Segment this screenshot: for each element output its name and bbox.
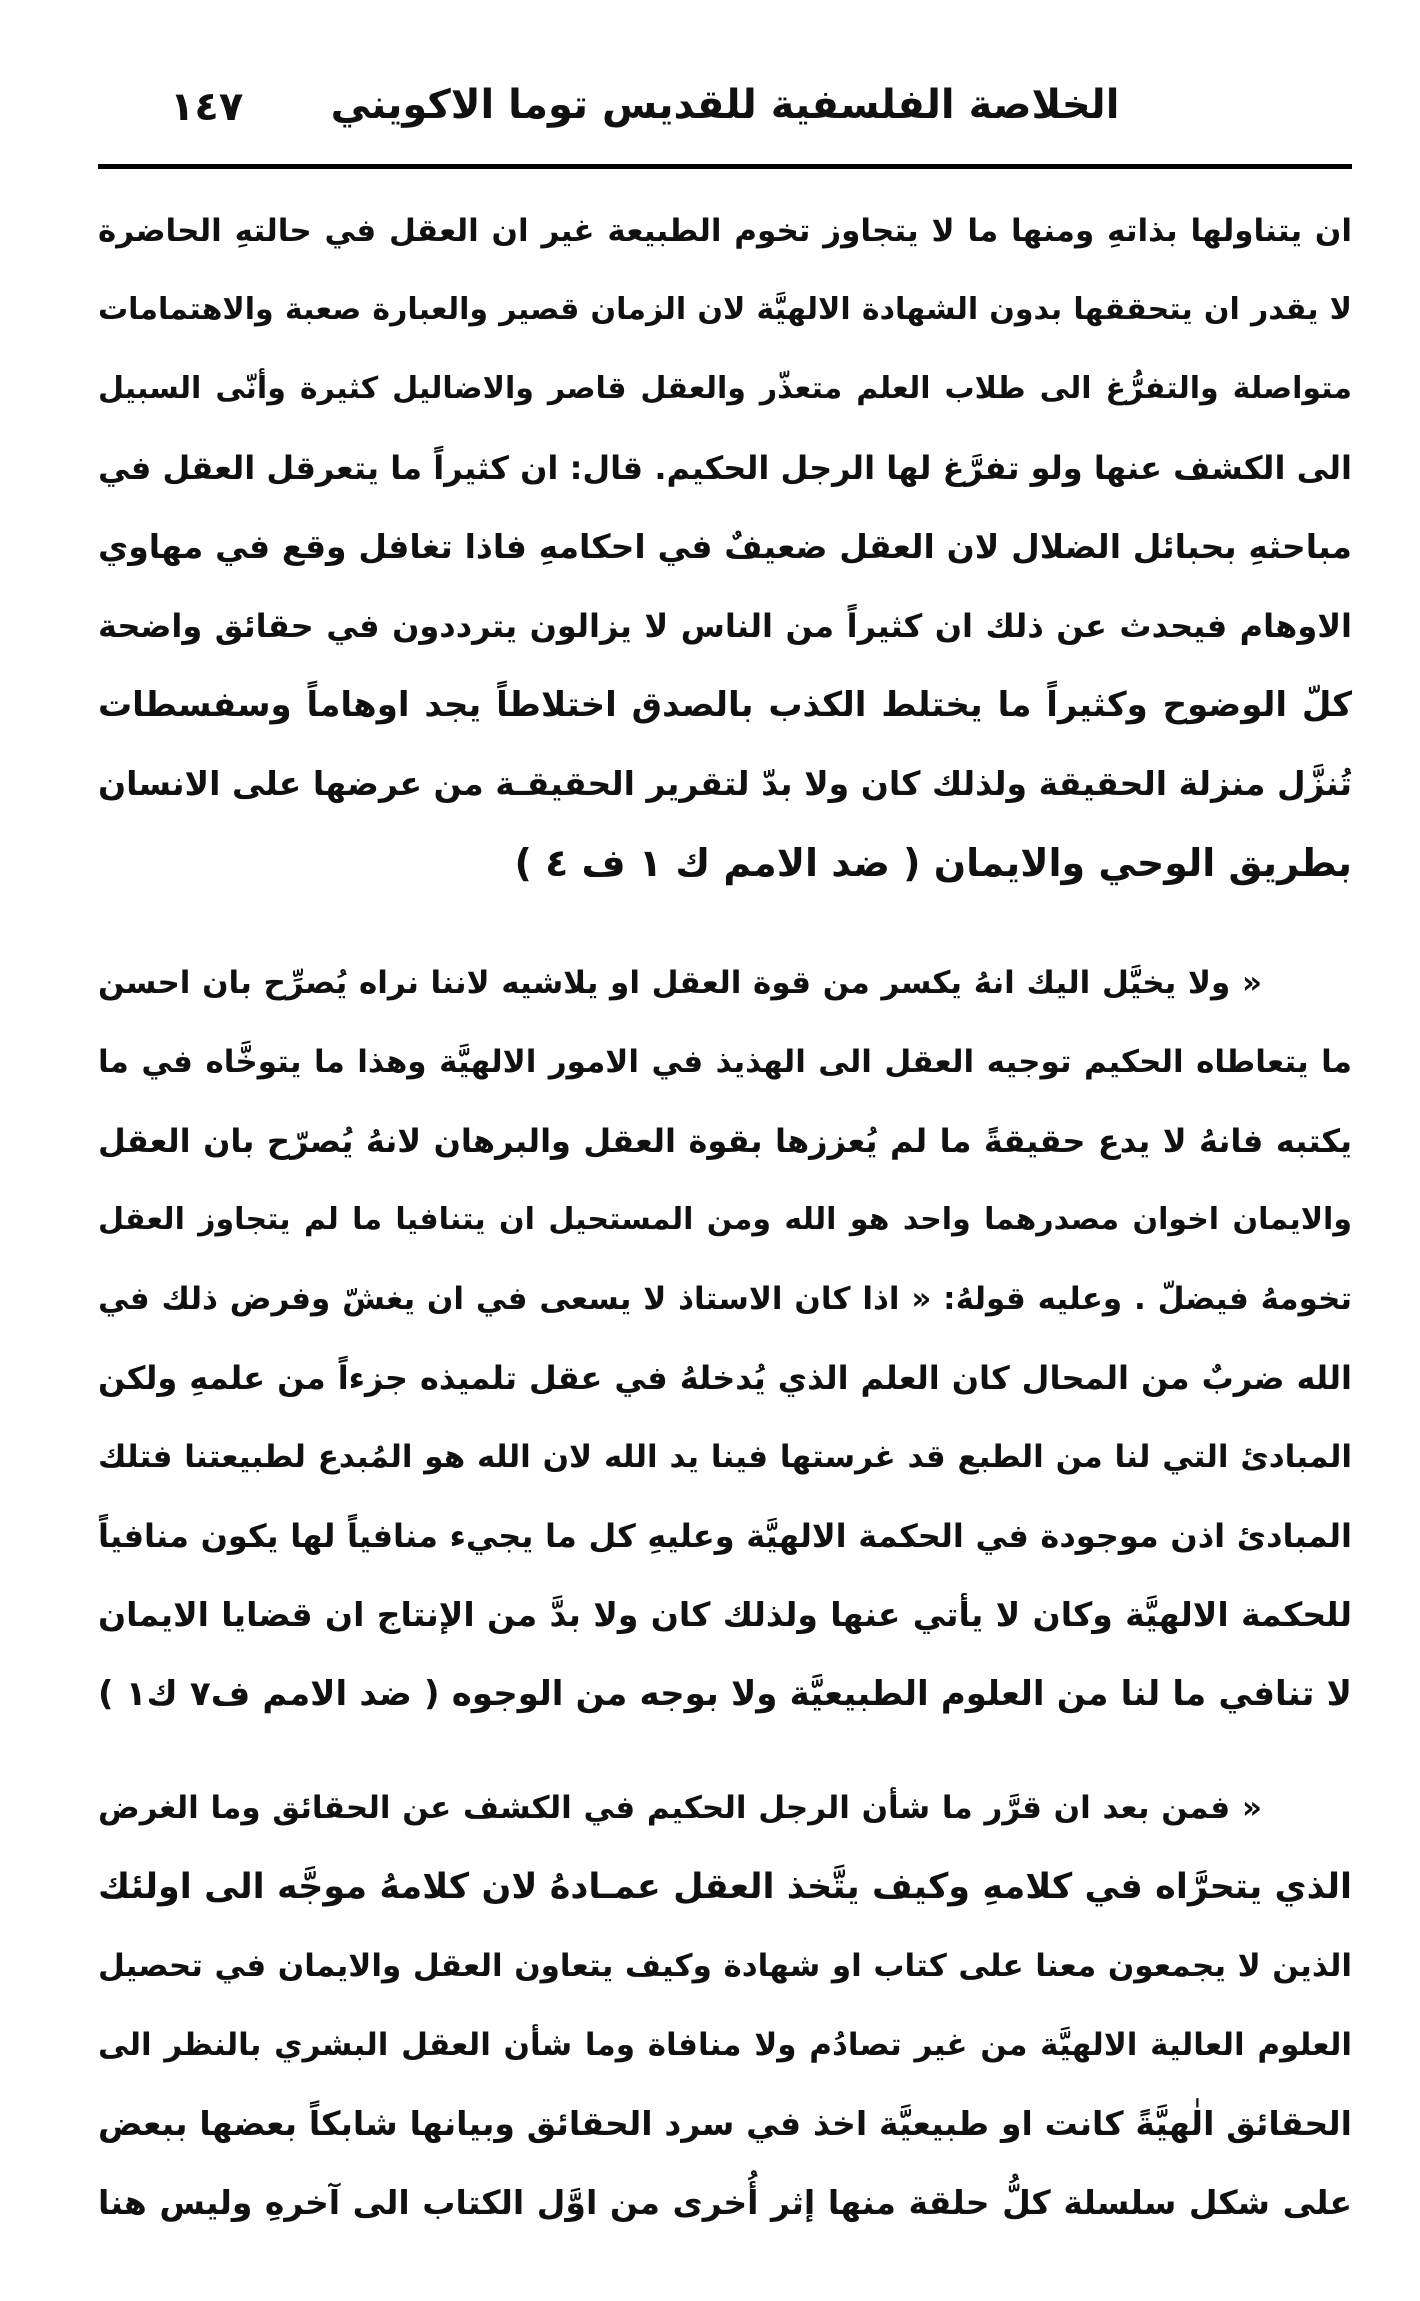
text-line: الاوهام فيحدث عن ذلك ان كثيراً من الناس لا يزالون يترددون في حقائق واضحة	[98, 607, 1352, 645]
text-line: كلّ الوضوح وكثيراً ما يختلط الكذب بالصدق اختلاطاً يجد اوهاماً وسفسطات	[98, 685, 1352, 725]
text-line: « ولا يخيَّل اليك انهُ يكسر من قوة العقل او يلاشيه لاننا نراه يُصرِّح بان احسن	[98, 965, 1262, 1001]
text-line: تخومهُ فيضلّ . وعليه قولهُ: « اذا كان الاستاذ لا يسعى في ان يغشّ وفرض ذلك في	[98, 1281, 1352, 1317]
text-line: على شكل سلسلة كلُّ حلقة منها إثر أُخرى من اوَّل الكتاب الى آخرهِ وليس هنا	[98, 2183, 1352, 2222]
page-number: ١٤٧	[170, 84, 244, 130]
text-line: متواصلة والتفرُّغ الى طلاب العلم متعذّر والعقل قاصر والاضاليل كثيرة وأنّى السبيل	[98, 371, 1352, 406]
text-line: المبادئ اذن موجودة في الحكمة الالهيَّة وعليهِ كل ما يجيء منافياً لها يكون منافياً	[98, 1517, 1352, 1555]
text-line: « فمن بعد ان قرَّر ما شأن الرجل الحكيم في الكشف عن الحقائق وما الغرض	[98, 1790, 1262, 1826]
text-line: للحكمة الالهيَّة وكان لا يأتي عنها ولذلك كان ولا بدَّ من الإنتاج ان قضايا الايمان	[98, 1595, 1352, 1634]
text-line: الى الكشف عنها ولو تفرَّغ لها الرجل الحكيم. قال: ان كثيراً ما يتعرقل العقل في	[98, 449, 1352, 487]
text-line: لا يقدر ان يتحققها بدون الشهادة الالهيَّة لان الزمان قصير والعبارة صعبة والاهتمامات	[98, 292, 1352, 327]
text-line: يكتبه فانهُ لا يدع حقيقةً ما لم يُعززها بقوة العقل والبرهان لانهُ يُصرّح بان العقل	[98, 1122, 1352, 1160]
text-line: العلوم العالية الالهيَّة من غير تصادُم ولا منافاة وما شأن العقل البشري بالنظر الى	[98, 2027, 1352, 2063]
text-line: مباحثهِ بحبائل الضلال لان العقل ضعيفٌ في احكامهِ فاذا تغافل وقع في مهاوي	[98, 527, 1352, 566]
text-line: ما يتعاطاه الحكيم توجيه العقل الى الهذيذ في الامور الالهيَّة وهذا ما يتوخَّاه في ما	[98, 1044, 1352, 1080]
running-title: الخلاصة الفلسفية للقديس توما الاكويني	[330, 82, 1120, 128]
text-line: والايمان اخوان مصدرهما واحد هو الله ومن المستحيل ان يتنافيا ما لم يتجاوز العقل	[98, 1202, 1352, 1237]
text-line: الله ضربٌ من المحال كان العلم الذي يُدخلهُ في عقل تلميذه جزءاً من علمهِ ولكن	[98, 1359, 1352, 1397]
text-line: تُنزَّل منزلة الحقيقة ولذلك كان ولا بدّ لتقرير الحقيقـة من عرضها على الانسان	[98, 764, 1352, 803]
text-line: ان يتناولها بذاتهِ ومنها ما لا يتجاوز تخوم الطبيعة غير ان العقل في حالتهِ الحاضرة	[98, 213, 1352, 249]
text-line: لا تنافي ما لنا من العلوم الطبيعيَّة ولا بوجه من الوجوه ( ضد الامم ف٧ ك١ )	[98, 1674, 1352, 1714]
text-line: بطريق الوحي والايمان ( ضد الامم ك ١ ف ٤ )	[514, 841, 1352, 885]
text-line: الحقائق الٰهيَّةً كانت او طبيعيَّة اخذ في سرد الحقائق وبيانها شابكاً بعضها ببعض	[98, 2104, 1352, 2143]
text-line: الذين لا يجمعون معنا على كتاب او شهادة وكيف يتعاون العقل والايمان في تحصيل	[98, 1948, 1352, 1984]
text-line: الذي يتحرَّاه في كلامهِ وكيف يتَّخذ العقل عمـادهُ لان كلامهُ موجَّه الى اولئك	[98, 1867, 1352, 1907]
header-rule	[98, 164, 1352, 169]
text-line: المبادئ التي لنا من الطبع قد غرستها فينا يد الله لان الله هو المُبدع لطبيعتنا فتلك	[98, 1439, 1352, 1475]
